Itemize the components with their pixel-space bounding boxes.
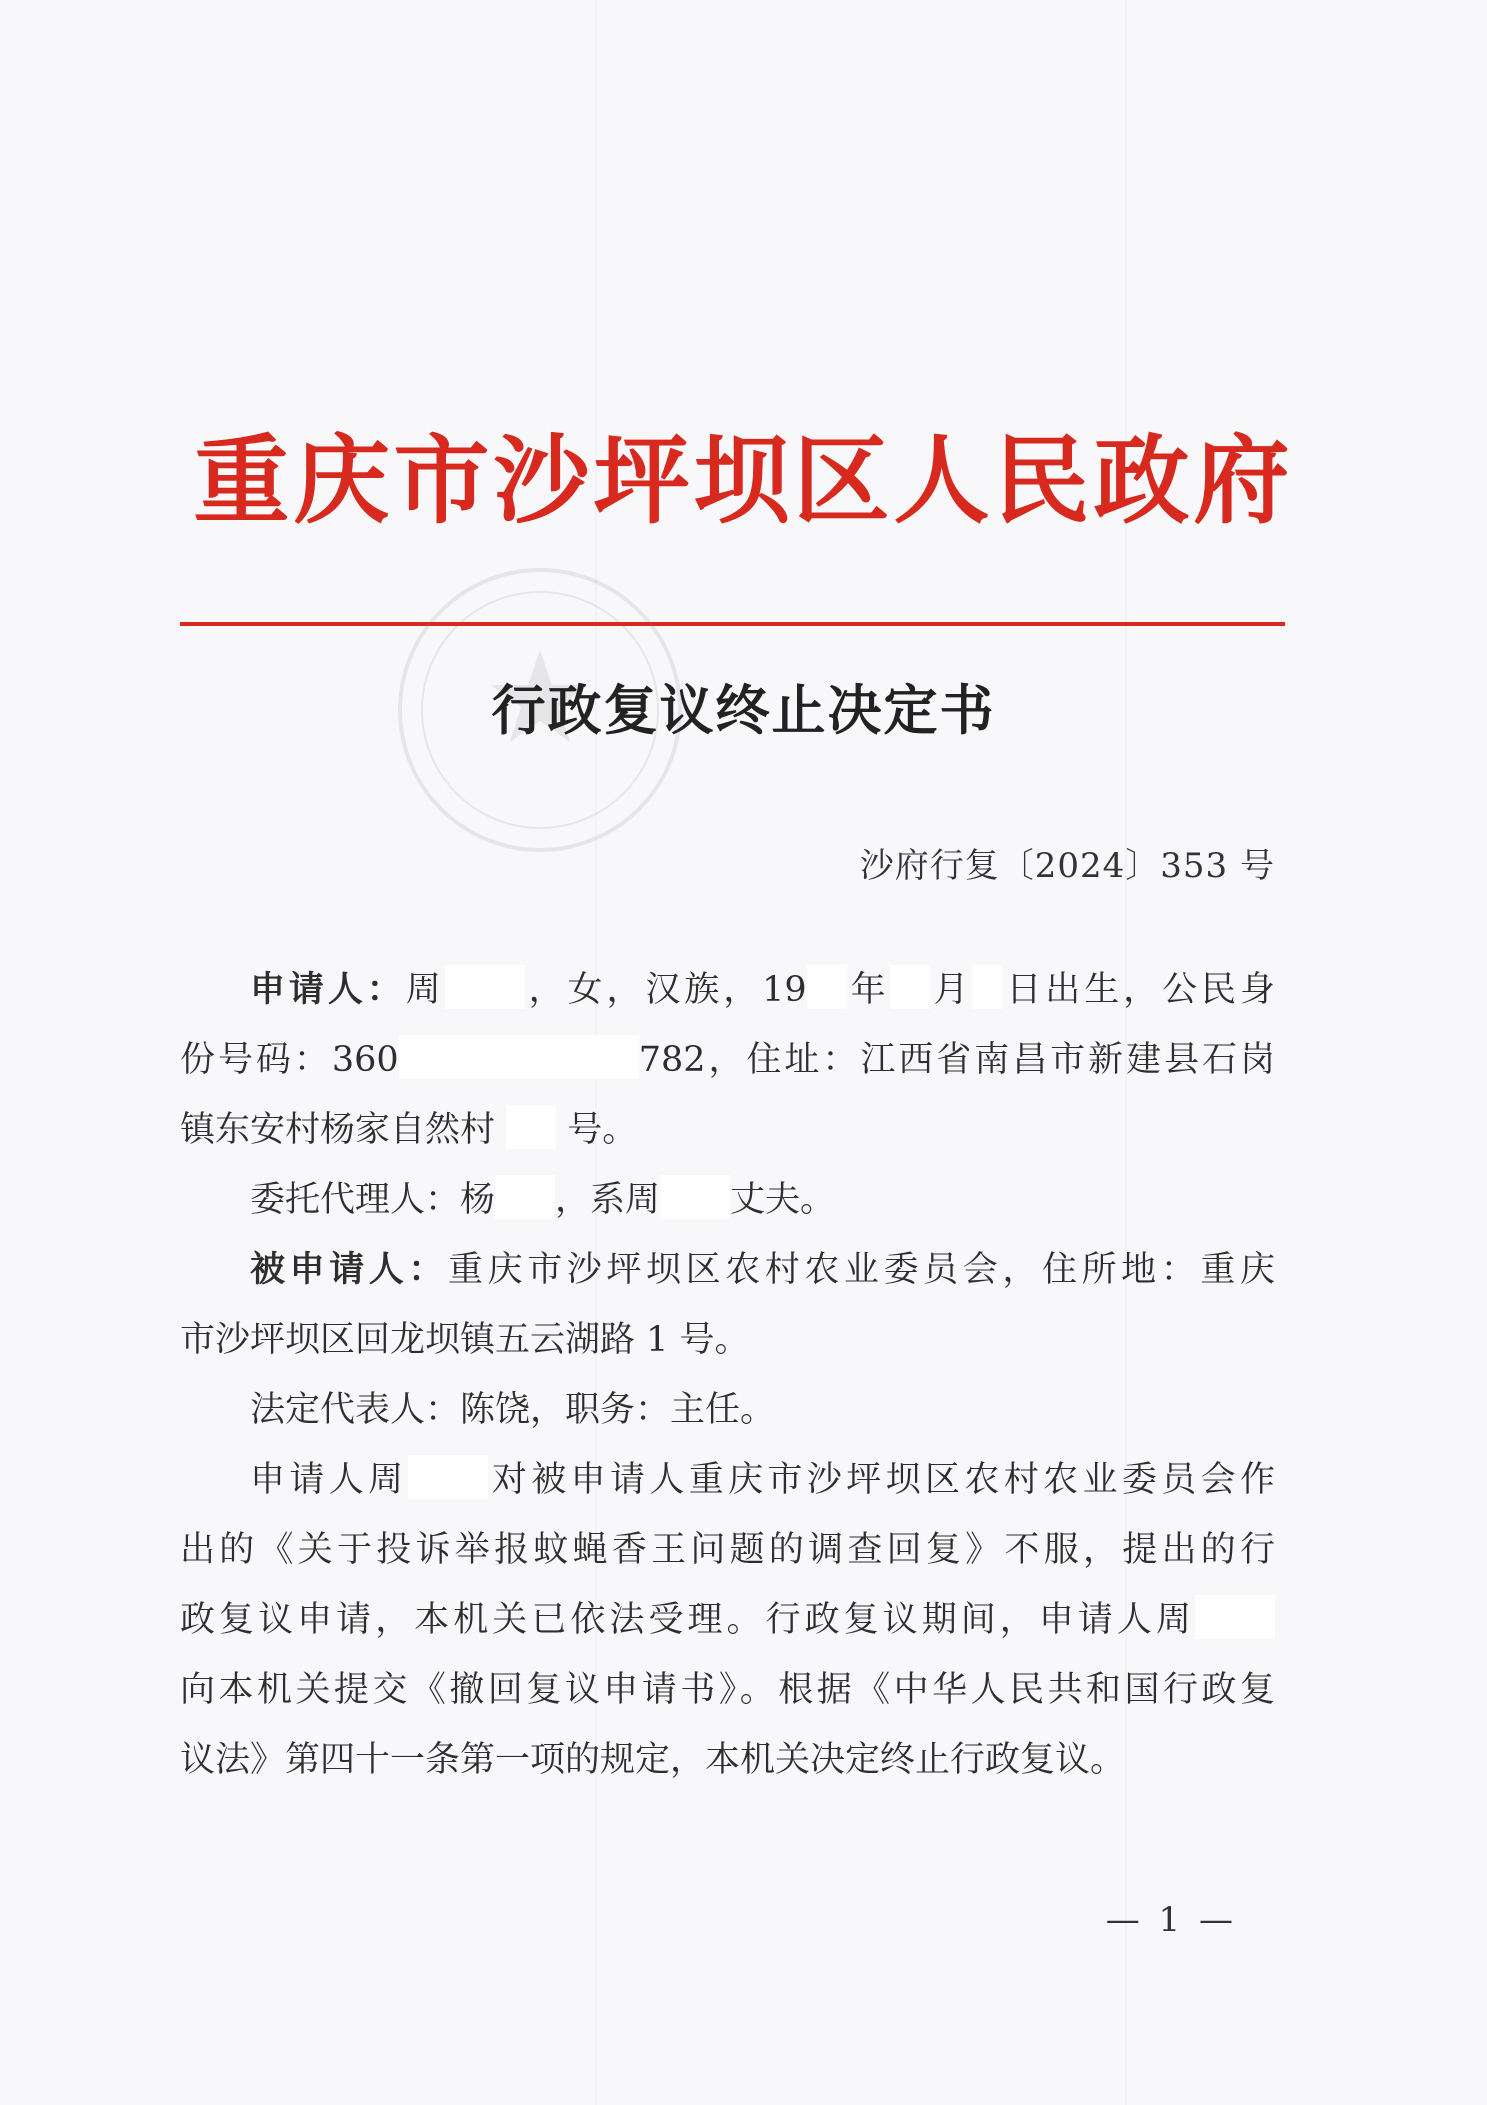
decision-paragraph-line: 申请人周 对被申请人重庆市沙坪坝区农村农业委员会作 xyxy=(180,1445,1275,1515)
address-line: 镇东安村杨家自然村 号。 xyxy=(180,1095,1275,1165)
issuing-authority-title: 重庆市沙坪坝区人民政府 xyxy=(193,424,1294,537)
redaction-mask xyxy=(506,1105,556,1149)
redaction-mask xyxy=(445,965,525,1009)
redaction-mask xyxy=(1195,1595,1275,1639)
red-header-rule xyxy=(180,622,1285,626)
document-number: 沙府行复〔2024〕353 号 xyxy=(859,846,1275,886)
redaction-mask xyxy=(408,1455,488,1499)
redaction-mask xyxy=(972,965,1002,1009)
respondent-address-line: 市沙坪坝区回龙坝镇五云湖路 1 号。 xyxy=(180,1320,750,1360)
respondent-label: 被申请人： xyxy=(250,1250,448,1290)
id-number-line: 份号码：360 782，住址：江西省南昌市新建县石岗 xyxy=(180,1025,1275,1095)
respondent-line: 被申请人：重庆市沙坪坝区农村农业委员会，住所地：重庆 xyxy=(250,1250,1275,1290)
legal-representative-line: 法定代表人：陈饶，职务：主任。 xyxy=(250,1390,776,1430)
decision-paragraph-line: 出的《关于投诉举报蚊蝇香王问题的调查回复》不服，提出的行 xyxy=(180,1530,1275,1570)
applicant-line: 申请人：周 ，女，汉族，19 年 月 日出生，公民身 xyxy=(180,955,1275,1025)
decision-paragraph-line: 政复议申请，本机关已依法受理。行政复议期间，申请人周 xyxy=(180,1585,1275,1655)
document-body xyxy=(180,955,1275,1795)
decision-paragraph-line: 议法》第四十一条第一项的规定，本机关决定终止行政复议。 xyxy=(180,1740,1126,1780)
redaction-mask xyxy=(399,1035,639,1079)
redaction-mask xyxy=(495,1175,555,1219)
agent-line: 委托代理人：杨 ，系周 丈夫。 xyxy=(180,1165,1275,1235)
redaction-mask xyxy=(660,1175,730,1219)
redaction-mask xyxy=(890,965,930,1009)
redaction-mask xyxy=(807,965,847,1009)
document-title: 行政复议终止决定书 xyxy=(491,679,996,742)
page-number: — 1 — xyxy=(1105,1900,1237,1940)
decision-paragraph-line: 向本机关提交《撤回复议申请书》。根据《中华人民共和国行政复 xyxy=(180,1670,1275,1710)
applicant-label: 申请人： xyxy=(250,970,406,1010)
